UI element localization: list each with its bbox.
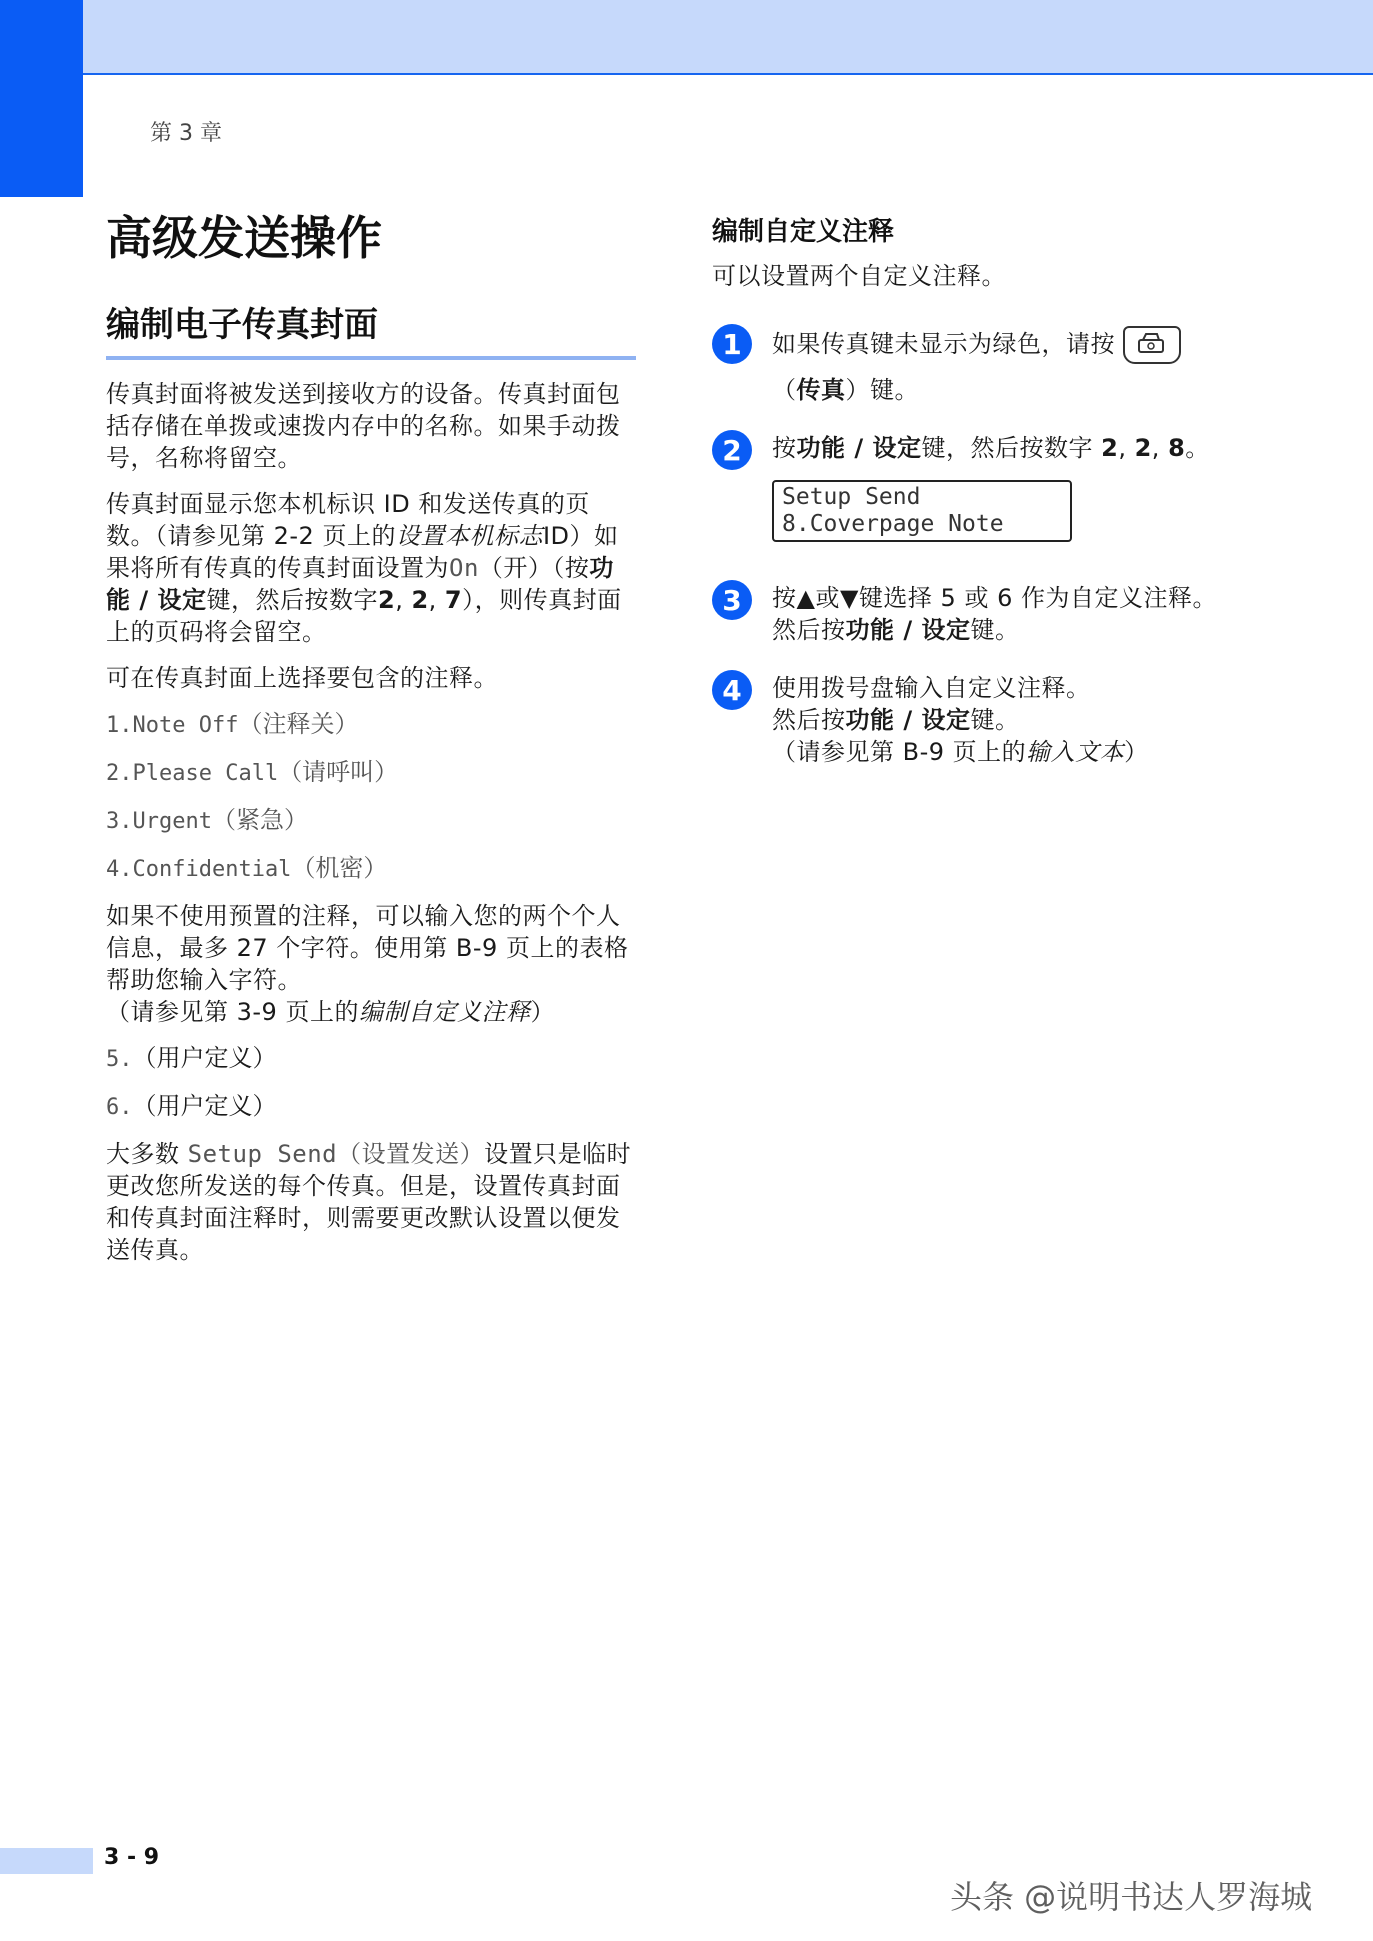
header-band [0,0,1373,75]
page-title: 高级发送操作 [106,211,382,265]
link-ref-station-id: 设置本机标志 [395,522,543,550]
page-number: 3 - 9 [104,1845,160,1870]
step-4: 4 使用拨号盘输入自定义注释。 然后按功能 / 设定键。 （请参见第 B-9 页上的输入文本） [712,672,1332,768]
footer-bar [0,1848,93,1874]
list-item: 6.（用户定义） [106,1092,277,1120]
list-item: 3.Urgent（紧急） [106,806,308,834]
lcd-display [772,480,1072,542]
list-item: 2.Please Call（请呼叫） [106,758,399,786]
lcd-line-2: 8.Coverpage Note [782,511,1004,537]
left-column [106,210,636,1280]
list-item: 5.（用户定义） [106,1044,277,1072]
step-2: 2 按功能 / 设定键，然后按数字 2, 2, 8。 Setup Send 8.Coverpage Note [712,432,1332,542]
section-title: 编制电子传真封面 [106,304,636,360]
subsection-title: 编制自定义注释 [712,217,895,247]
step-1: 1 如果传真键未显示为绿色，请按 （传真）键。 [712,326,1332,406]
chapter-label: 第 3 章 [150,121,222,146]
paragraph-4: 如果不使用预置的注释，可以输入您的两个个人信息，最多 27 个字符。使用第 B-9 页上的表格帮助您输入字符。 （请参见第 3-9 页上的编制自定义注释） [106,902,629,1026]
step-number: 4 [712,670,752,710]
chapter-tab [0,0,83,197]
list-item: 1.Note Off（注释关） [106,710,359,738]
step-number: 1 [712,324,752,364]
watermark: 头条 @说明书达人罗海城 [950,1878,1313,1916]
paragraph-3: 可在传真封面上选择要包含的注释。 [106,664,498,692]
step-3: 3 按▲或▼键选择 5 或 6 作为自定义注释。 然后按功能 / 设定键。 [712,582,1332,646]
right-column [712,210,1332,794]
list-item: 4.Confidential（机密） [106,854,388,882]
step-number: 2 [712,430,752,470]
step-number: 3 [712,580,752,620]
lcd-line-1: Setup Send [782,484,921,510]
intro-text: 可以设置两个自定义注释。 [712,262,1006,290]
fax-key-icon [1123,326,1181,364]
paragraph-1: 传真封面将被发送到接收方的设备。传真封面包括存储在单拨或速拨内存中的名称。如果手动拨号，名称将留空。 [106,380,621,472]
paragraph-5: 大多数 Setup Send（设置发送）设置只是临时更改您所发送的每个传真。但是，设置传真封面和传真封面注释时，则需要更改默认设置以便发送传真。 [106,1140,632,1264]
paragraph-2: 传真封面显示您本机标识 ID 和发送传真的页数。（请参见第 2-2 页上的设置本机标志ID）如果将所有传真的传真封面设置为On（开）（按功能 / 设定键，然后按数字2, 2, 7），则传真封面上的页码将会留空。 [106,490,622,646]
